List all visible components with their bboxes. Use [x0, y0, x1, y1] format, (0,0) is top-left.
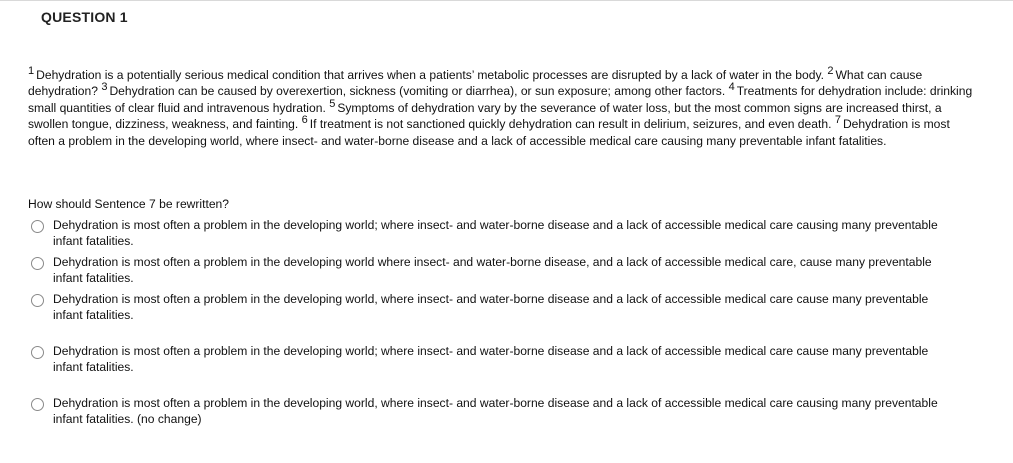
sentence-text: Dehydration can be caused by overexertion, sickness (vomiting or diarrhea), or sun exposure; among other factors.	[109, 84, 726, 99]
radio-button[interactable]	[31, 294, 44, 307]
answer-option-4[interactable]	[28, 344, 988, 375]
answer-option-1[interactable]	[28, 218, 988, 249]
sentence-text: Symptoms of dehydration vary by the severance of water loss, but the most common signs are increased thirst, a swollen tongue, dizziness, weakness, and fainting.	[28, 100, 942, 132]
question-title: QUESTION 1	[41, 9, 128, 25]
sentence-text: If treatment is not sanctioned quickly dehydration can result in delirium, seizures, and even death.	[309, 117, 832, 132]
sentence-number: 4	[728, 81, 735, 94]
answer-option-3[interactable]	[28, 292, 988, 323]
radio-button[interactable]	[31, 257, 44, 270]
sentence-6	[301, 114, 832, 132]
answer-option-text: Dehydration is most often a problem in the developing world; where insect- and water-borne disease and a lack of accessible medical care causing many preventable infant fatalities.	[53, 218, 938, 248]
radio-button[interactable]	[31, 346, 44, 359]
answer-option-5[interactable]	[28, 396, 988, 427]
answer-option-text: Dehydration is most often a problem in the developing world, where insect- and water-borne disease and a lack of accessible medical care causing many preventable infant fatalities. (no change)	[53, 396, 938, 426]
question-prompt: How should Sentence 7 be rewritten?	[28, 197, 230, 211]
passage	[28, 67, 978, 149]
sentence-text: Treatments for dehydration include: drinking small quantities of clear fluid and intravenous hydration.	[28, 84, 973, 115]
sentence-number: 1	[28, 65, 35, 77]
radio-button[interactable]	[31, 398, 44, 411]
sentence-number: 6	[301, 114, 308, 127]
radio-button[interactable]	[31, 220, 44, 233]
sentence-text: Dehydration is most often a problem in the developing world, where insect- and water-borne disease and a lack of accessible medical care causing many preventable infant fatalities.	[28, 117, 950, 148]
sentence-number: 5	[329, 97, 336, 110]
sentence-number: 3	[101, 81, 108, 94]
sentence-number: 7	[834, 114, 841, 127]
sentence-number: 2	[827, 65, 834, 77]
answer-option-text: Dehydration is most often a problem in the developing world; where insect- and water-borne disease and a lack of accessible medical care cause many preventable infant fatalities.	[53, 344, 929, 374]
sentence-text: Dehydration is a potentially serious medical condition that arrives when a patients’ metabolic processes are disrupted by a lack of water in the body.	[36, 68, 824, 82]
sentence-text: What can cause dehydration?	[28, 68, 923, 99]
top-divider	[0, 0, 1013, 1]
sentence-1	[28, 65, 824, 82]
answer-option-text: Dehydration is most often a problem in the developing world where insect- and water-borne disease, and a lack of accessible medical care, cause many preventable infant fatalities.	[53, 255, 932, 285]
sentence-3	[101, 81, 726, 99]
answer-option-2[interactable]	[28, 255, 988, 286]
answer-option-text: Dehydration is most often a problem in the developing world, where insect- and water-borne disease and a lack of accessible medical care cause many preventable infant fatalities.	[53, 292, 929, 322]
